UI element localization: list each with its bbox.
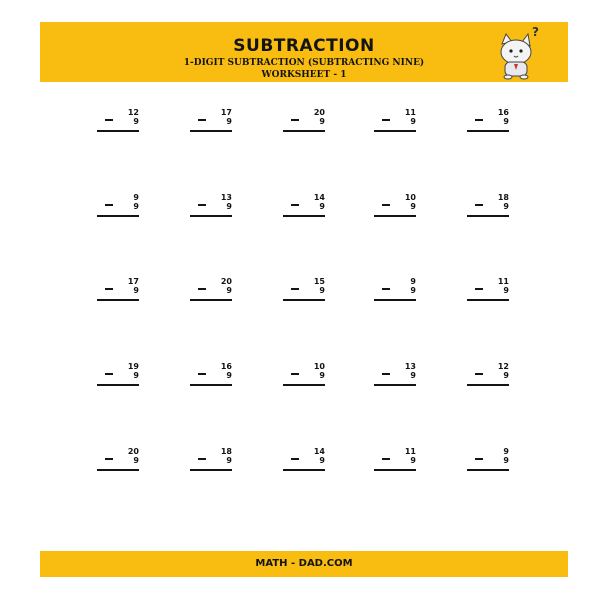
minus-sign-icon — [291, 458, 299, 460]
subtrahend: 9 — [319, 117, 325, 126]
minus-sign-icon — [475, 119, 483, 121]
minuend: 17 — [220, 108, 232, 117]
subtraction-problem — [283, 362, 325, 392]
answer-line — [467, 299, 509, 301]
minuend: 17 — [127, 277, 139, 286]
minus-sign-icon — [382, 458, 390, 460]
subtraction-problem — [97, 447, 139, 477]
minuend: 16 — [497, 108, 509, 117]
answer-line — [283, 469, 325, 471]
minus-sign-icon — [382, 119, 390, 121]
subtraction-problem — [374, 277, 416, 307]
answer-line — [374, 469, 416, 471]
minus-sign-icon — [198, 204, 206, 206]
subtraction-problem — [467, 108, 509, 138]
subtrahend: 9 — [133, 371, 139, 380]
minus-sign-icon — [105, 288, 113, 290]
subtraction-problem — [374, 193, 416, 223]
answer-line — [374, 299, 416, 301]
subtrahend: 9 — [410, 286, 416, 295]
minus-sign-icon — [198, 288, 206, 290]
minus-sign-icon — [291, 373, 299, 375]
cat-mascot-icon — [488, 22, 548, 82]
subtrahend: 9 — [410, 117, 416, 126]
subtraction-problem — [467, 447, 509, 477]
subtraction-problem — [190, 193, 232, 223]
minuend: 13 — [220, 193, 232, 202]
minuend: 20 — [220, 277, 232, 286]
answer-line — [467, 469, 509, 471]
answer-line — [374, 215, 416, 217]
subtraction-problem — [283, 277, 325, 307]
minuend: 18 — [220, 447, 232, 456]
subtrahend: 9 — [410, 456, 416, 465]
minus-sign-icon — [475, 458, 483, 460]
minus-sign-icon — [198, 373, 206, 375]
subtrahend: 9 — [226, 286, 232, 295]
answer-line — [467, 215, 509, 217]
subtrahend: 9 — [503, 456, 509, 465]
answer-line — [467, 384, 509, 386]
subtrahend: 9 — [410, 202, 416, 211]
answer-line — [97, 469, 139, 471]
answer-line — [190, 130, 232, 132]
subtrahend: 9 — [319, 371, 325, 380]
minuend: 20 — [127, 447, 139, 456]
minus-sign-icon — [105, 119, 113, 121]
minuend: 11 — [497, 277, 509, 286]
subtrahend: 9 — [410, 371, 416, 380]
subtraction-problem — [97, 193, 139, 223]
answer-line — [190, 384, 232, 386]
minus-sign-icon — [198, 119, 206, 121]
answer-line — [190, 215, 232, 217]
mascot-question-mark: ? — [532, 25, 539, 39]
minuend: 9 — [133, 193, 139, 202]
minus-sign-icon — [105, 373, 113, 375]
subtrahend: 9 — [319, 202, 325, 211]
answer-line — [467, 130, 509, 132]
subtraction-problem — [97, 277, 139, 307]
subtraction-problem — [467, 277, 509, 307]
page-subtitle: 1-DIGIT SUBTRACTION (SUBTRACTING NINE) — [183, 58, 425, 68]
minus-sign-icon — [105, 458, 113, 460]
subtraction-problem — [97, 108, 139, 138]
subtrahend: 9 — [133, 456, 139, 465]
subtraction-problem — [190, 447, 232, 477]
subtraction-problem — [190, 108, 232, 138]
subtraction-problem — [283, 447, 325, 477]
answer-line — [97, 299, 139, 301]
minus-sign-icon — [105, 204, 113, 206]
minuend: 11 — [404, 447, 416, 456]
minuend: 10 — [404, 193, 416, 202]
answer-line — [283, 384, 325, 386]
minuend: 10 — [313, 362, 325, 371]
subtraction-problem — [283, 193, 325, 223]
minus-sign-icon — [475, 288, 483, 290]
subtrahend: 9 — [503, 286, 509, 295]
subtraction-problem — [467, 362, 509, 392]
minuend: 11 — [404, 108, 416, 117]
answer-line — [374, 130, 416, 132]
minus-sign-icon — [382, 204, 390, 206]
subtraction-problem — [190, 277, 232, 307]
minuend: 18 — [497, 193, 509, 202]
subtrahend: 9 — [133, 117, 139, 126]
subtrahend: 9 — [503, 371, 509, 380]
subtraction-problem — [467, 193, 509, 223]
answer-line — [97, 384, 139, 386]
subtrahend: 9 — [226, 456, 232, 465]
answer-line — [283, 299, 325, 301]
minuend: 14 — [313, 447, 325, 456]
subtrahend: 9 — [226, 117, 232, 126]
answer-line — [374, 384, 416, 386]
subtraction-problem — [374, 362, 416, 392]
subtraction-problem — [283, 108, 325, 138]
minus-sign-icon — [291, 204, 299, 206]
answer-line — [97, 130, 139, 132]
minuend: 16 — [220, 362, 232, 371]
minus-sign-icon — [475, 373, 483, 375]
subtraction-problem — [190, 362, 232, 392]
minuend: 9 — [503, 447, 509, 456]
minus-sign-icon — [382, 373, 390, 375]
answer-line — [190, 299, 232, 301]
answer-line — [190, 469, 232, 471]
subtrahend: 9 — [319, 286, 325, 295]
subtraction-problem — [374, 447, 416, 477]
minuend: 12 — [127, 108, 139, 117]
minus-sign-icon — [382, 288, 390, 290]
minuend: 20 — [313, 108, 325, 117]
subtrahend: 9 — [226, 202, 232, 211]
answer-line — [97, 215, 139, 217]
subtrahend: 9 — [503, 202, 509, 211]
minuend: 15 — [313, 277, 325, 286]
minuend: 19 — [127, 362, 139, 371]
minus-sign-icon — [291, 288, 299, 290]
subtrahend: 9 — [226, 371, 232, 380]
page-title: SUBTRACTION — [233, 36, 375, 56]
subtrahend: 9 — [503, 117, 509, 126]
subtrahend: 9 — [319, 456, 325, 465]
answer-line — [283, 130, 325, 132]
answer-line — [283, 215, 325, 217]
minuend: 9 — [410, 277, 416, 286]
minuend: 13 — [404, 362, 416, 371]
minuend: 14 — [313, 193, 325, 202]
subtraction-problem — [97, 362, 139, 392]
minuend: 12 — [497, 362, 509, 371]
subtraction-problem — [374, 108, 416, 138]
footer-brand: MATH - DAD.COM — [40, 551, 568, 577]
minus-sign-icon — [475, 204, 483, 206]
minus-sign-icon — [291, 119, 299, 121]
subtrahend: 9 — [133, 286, 139, 295]
subtrahend: 9 — [133, 202, 139, 211]
minus-sign-icon — [198, 458, 206, 460]
worksheet-label: WORKSHEET - 1 — [261, 70, 347, 80]
